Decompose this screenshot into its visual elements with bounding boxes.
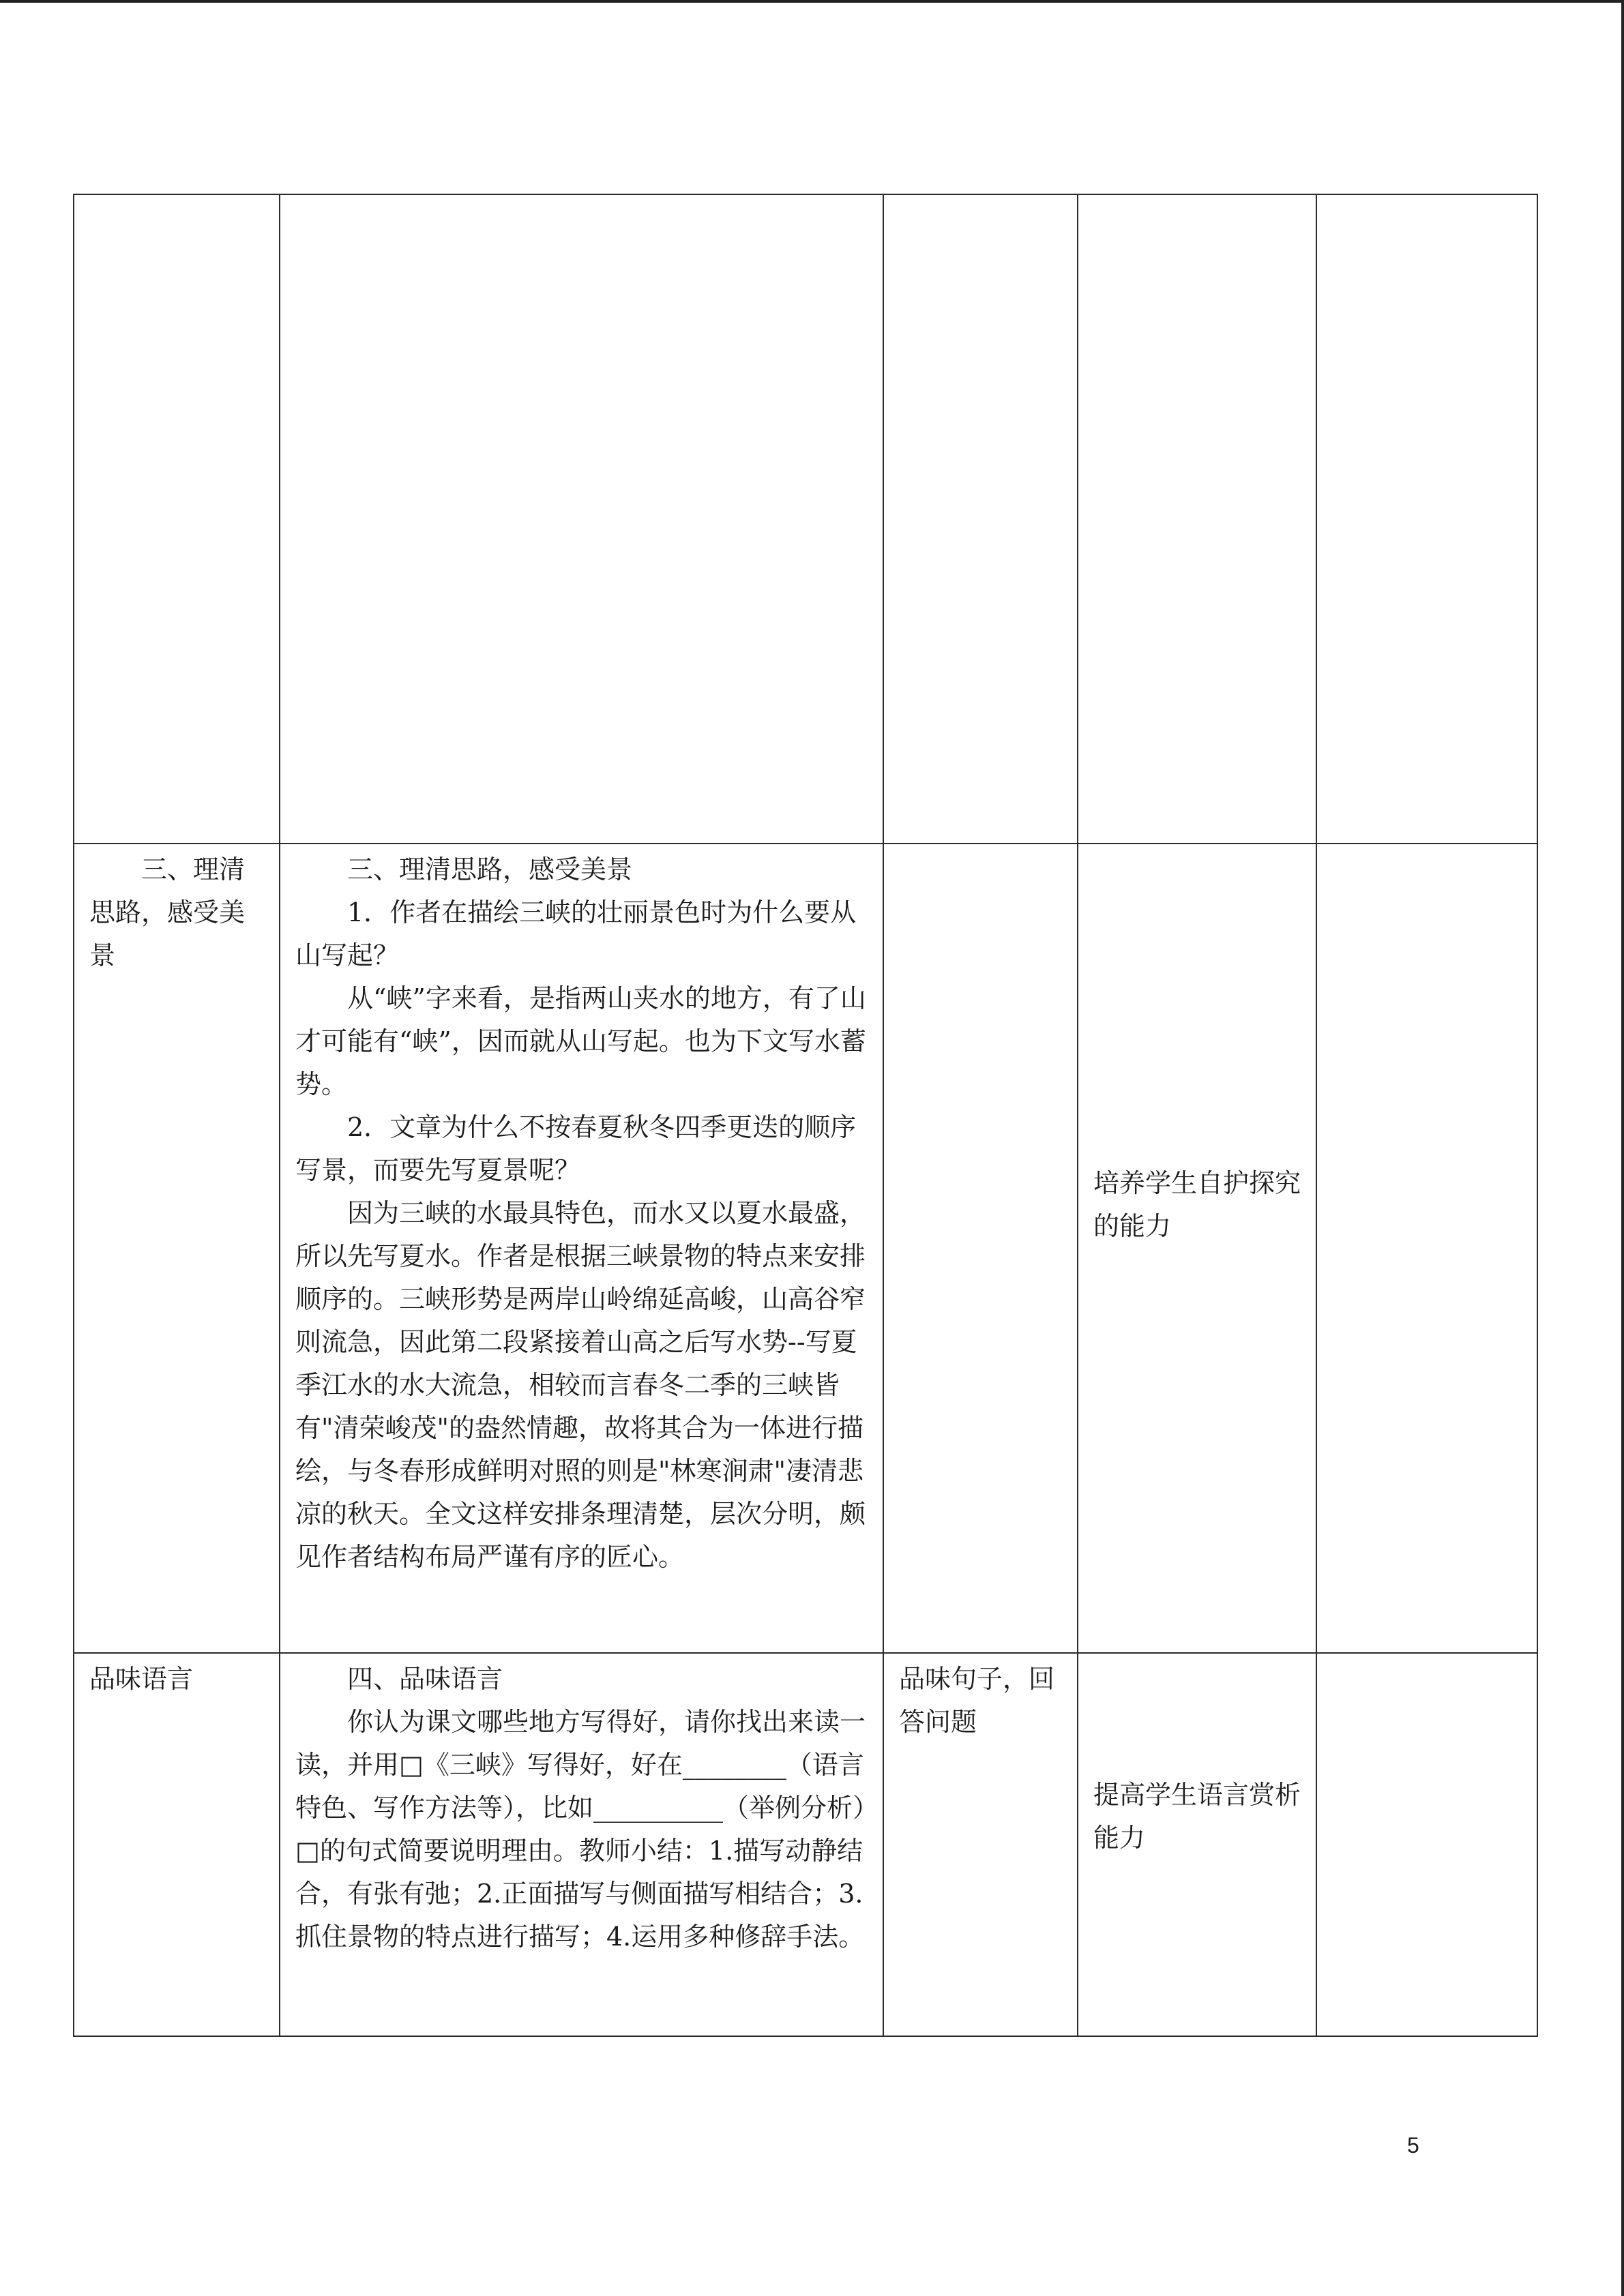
notes-cell [1316,194,1537,844]
content-cell [280,1653,883,2036]
notes-cell [1316,844,1537,1653]
table-row-continuation [74,194,1537,844]
stage-cell [74,1653,280,2036]
task-paragraph: 你认为课文哪些地方写得好，请你找出来读一读，并用□《三峡》写得好，好在________（语言特色、写作方法等），比如__________（举例分析）□的句式简要说明理由。教师小结：1.描写动静结合，有张有弛；2.正面描写与侧面描写相结合；3.抓住景物的特点进行描写；4.运用多种修辞手法。 [295,1707,866,1952]
table-row-section-3 [74,844,1537,1653]
design-intent-cell [1078,194,1316,844]
section-heading: 四、品味语言 [347,1664,503,1694]
page-top-border [0,0,1624,3]
lesson-plan-table [73,194,1538,2037]
page-number: 5 [1407,2133,1419,2158]
question-1: 1．作者在描绘三峡的壮丽景色时为什么要从山写起？ [295,897,857,970]
stage-label: 品味语言 [89,1664,194,1694]
notes-cell [1316,1653,1537,2036]
stage-label: 三、理清思路，感受美景 [89,854,246,970]
answer-1: 从“峡”字来看，是指两山夹水的地方，有了山才可能有“峡”，因而就从山写起。也为下文写水蓄势。 [295,983,866,1099]
design-intent-cell [1078,844,1316,1653]
stage-cell [74,194,280,844]
design-intent-text: 提高学生语言赏析能力 [1093,1780,1301,1853]
page-right-border [1621,0,1624,2296]
content-cell [280,194,883,844]
student-activity-cell [883,1653,1078,2036]
table-row-section-4 [74,1653,1537,2036]
student-activity-text: 品味句子，回答问题 [899,1664,1055,1737]
question-2: 2．文章为什么不按春夏秋冬四季更迭的顺序写景，而要先写夏景呢？ [295,1112,857,1185]
design-intent-cell [1078,1653,1316,2036]
content-cell [280,844,883,1653]
student-activity-cell [883,844,1078,1653]
student-activity-cell [883,194,1078,844]
answer-2: 因为三峡的水最具特色，而水又以夏水最盛，所以先写夏水。作者是根据三峡景物的特点来安排顺序的。三峡形势是两岸山岭绵延高峻，山高谷窄则流急，因此第二段紧接着山高之后写水势--写夏季江水的水大流急，相较而言春冬二季的三峡皆有"清荣峻茂"的盎然情趣，故将其合为一体进行描绘，与冬春形成鲜明对照的则是"林寒涧肃"凄清悲凉的秋天。全文这样安排条理清楚，层次分明，颇见作者结构布局严谨有序的匠心。 [295,1198,866,1572]
stage-cell [74,844,280,1653]
design-intent-text: 培养学生自护探究的能力 [1093,1168,1301,1241]
section-heading: 三、理清思路，感受美景 [347,854,633,884]
